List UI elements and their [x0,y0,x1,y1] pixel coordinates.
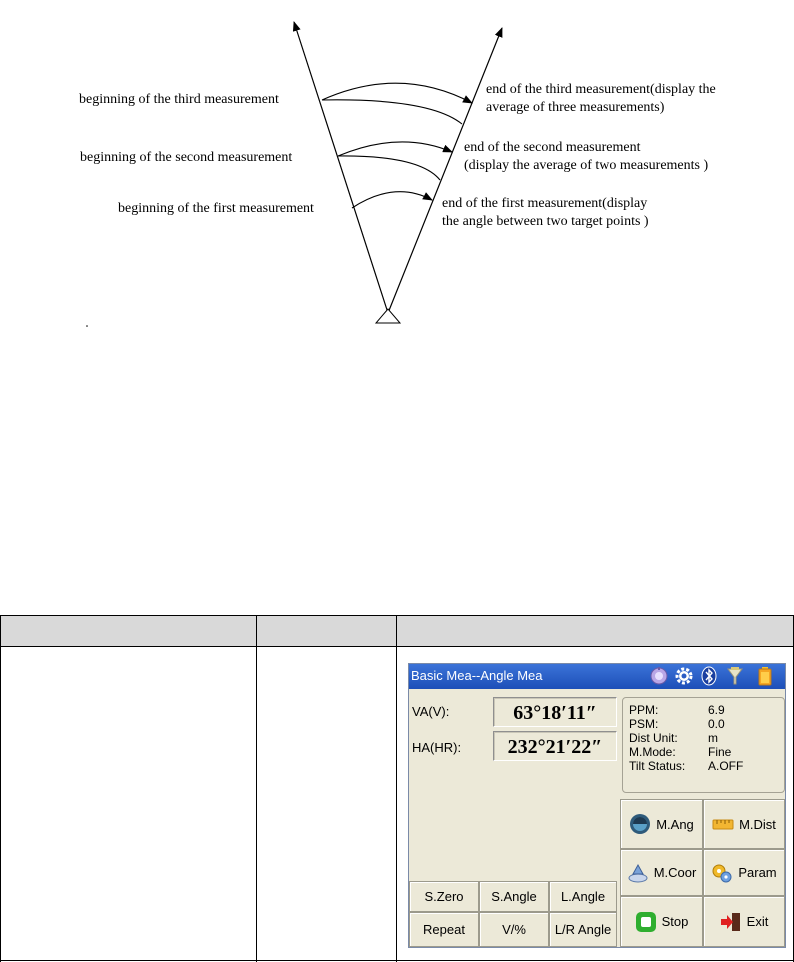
left-ray [294,22,388,313]
stop-icon [635,911,657,933]
param-label: Param [738,865,777,880]
ppm-label: PPM: [629,703,659,717]
device-title: Basic Mea--Angle Mea [411,668,543,683]
arc-second-lower [338,156,440,180]
m-ang-button[interactable] [620,799,703,849]
table-header-row [0,615,794,647]
info-panel [622,697,785,793]
exit-label: Exit [746,914,769,929]
m-dist-button[interactable] [703,799,785,849]
va-label: VA(V): [412,704,450,719]
tilt-value: A.OFF [708,759,744,773]
label-end-second-line2: (display the average of two measurements ) [464,158,709,173]
info-mmode [629,745,731,759]
info-psm [629,717,725,731]
info-tilt [629,759,743,773]
gear-icon[interactable] [674,666,694,686]
repeat-button[interactable] [409,912,479,947]
arc-second-upper [338,142,452,156]
ha-value: 232°21′22″ [493,731,617,761]
angle-measure-icon [629,813,651,835]
label-begin-first: beginning of the first measurement [118,201,314,216]
parameter-gears-icon [711,862,733,884]
lr-angle-label: L/R Angle [554,922,612,937]
repeat-label: Repeat [423,922,465,937]
l-angle-label: L.Angle [560,889,606,904]
exit-button[interactable] [703,896,785,947]
lr-angle-button[interactable] [549,912,617,947]
stop-button[interactable] [620,896,703,947]
exit-door-icon [720,911,742,933]
va-value: 63°18′11″ [493,697,617,727]
label-end-third-line2: average of three measurements) [486,100,665,115]
distance-measure-icon [712,813,734,835]
info-dist-unit [629,731,718,745]
param-button[interactable] [703,849,785,896]
stop-label: Stop [661,914,689,929]
station-triangle [376,309,400,323]
psm-label: PSM: [629,717,659,731]
label-end-third [486,81,716,116]
mmode-label: M.Mode: [629,745,676,759]
v-percent-button[interactable] [479,912,549,947]
s-angle-button[interactable] [479,881,549,912]
label-end-first [442,195,649,230]
dist-unit-value: m [708,731,718,745]
label-begin-second: beginning of the second measurement [80,150,293,165]
table-border-bottom [0,960,794,961]
repeat-measurement-diagram [0,0,794,340]
device-titlebar [409,664,785,689]
m-dist-label: M.Dist [739,816,776,832]
s-angle-label: S.Angle [491,889,537,904]
label-end-third-line1: end of the third measurement(display the [486,82,716,97]
l-angle-button[interactable] [549,881,617,912]
device-screen [408,663,786,948]
ha-label: HA(HR): [412,740,462,755]
table-divider-1 [256,615,257,962]
antenna-icon[interactable] [725,666,745,686]
label-end-first-line2: the angle between two target points ) [442,214,649,229]
mmode-value: Fine [708,745,732,759]
ppm-value: 6.9 [708,703,725,717]
label-end-second-line1: end of the second measurement [464,140,641,155]
m-coor-button[interactable] [620,849,703,896]
psm-value: 0.0 [708,717,725,731]
label-end-second [464,139,708,174]
stray-dot [86,325,88,327]
m-ang-label: M.Ang [656,816,694,832]
label-end-first-line1: end of the first measurement(display [442,196,648,211]
m-coor-label: M.Coor [653,865,697,880]
battery-icon[interactable] [755,666,775,686]
label-begin-third: beginning of the third measurement [79,92,279,107]
arc-third-lower [322,100,462,124]
dist-unit-label: Dist Unit: [629,731,678,745]
s-zero-button[interactable] [409,881,479,912]
table-divider-2 [396,615,397,962]
s-zero-label: S.Zero [424,889,464,904]
compass-icon[interactable] [649,666,669,686]
coordinate-measure-icon [627,862,649,884]
table-border-left [0,615,1,962]
tilt-label: Tilt Status: [629,759,686,773]
arc-first [352,192,432,208]
v-percent-label: V/% [502,922,526,937]
bluetooth-icon[interactable] [699,666,719,686]
info-ppm [629,703,725,717]
